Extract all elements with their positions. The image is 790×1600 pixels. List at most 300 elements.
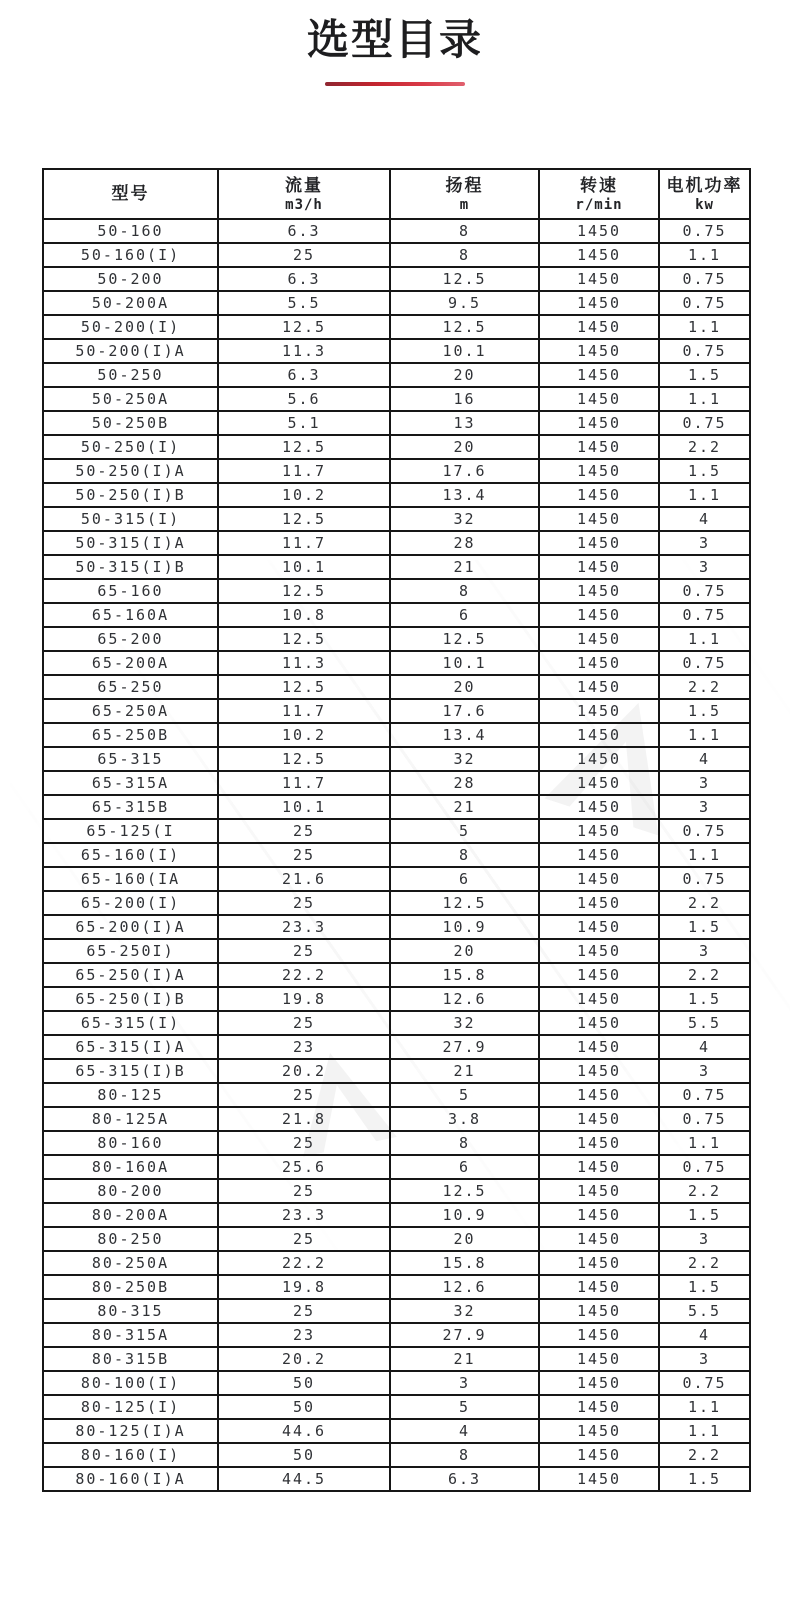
table-row bbox=[43, 291, 750, 315]
flow-cell: 11.7 bbox=[218, 459, 390, 483]
flow-cell: 6.3 bbox=[218, 363, 390, 387]
head-cell: 27.9 bbox=[390, 1035, 539, 1059]
head-cell: 9.5 bbox=[390, 291, 539, 315]
head-cell: 6 bbox=[390, 603, 539, 627]
power-cell: 4 bbox=[659, 1323, 750, 1347]
head-cell: 17.6 bbox=[390, 699, 539, 723]
table-row bbox=[43, 339, 750, 363]
power-cell: 1.1 bbox=[659, 723, 750, 747]
model-cell: 65-200(I) bbox=[43, 891, 218, 915]
power-cell: 0.75 bbox=[659, 579, 750, 603]
model-cell: 50-250B bbox=[43, 411, 218, 435]
table-row bbox=[43, 1251, 750, 1275]
model-cell: 80-315A bbox=[43, 1323, 218, 1347]
column-header-head bbox=[390, 169, 539, 219]
speed-cell: 1450 bbox=[539, 1275, 659, 1299]
speed-cell: 1450 bbox=[539, 363, 659, 387]
flow-cell: 12.5 bbox=[218, 675, 390, 699]
head-cell: 27.9 bbox=[390, 1323, 539, 1347]
speed-cell: 1450 bbox=[539, 867, 659, 891]
head-cell: 32 bbox=[390, 1299, 539, 1323]
model-cell: 80-160A bbox=[43, 1155, 218, 1179]
power-cell: 1.1 bbox=[659, 1395, 750, 1419]
speed-cell: 1450 bbox=[539, 219, 659, 243]
model-cell: 50-250(I)B bbox=[43, 483, 218, 507]
column-header-label: 扬程 bbox=[445, 176, 484, 196]
model-cell: 80-125(I)A bbox=[43, 1419, 218, 1443]
head-cell: 8 bbox=[390, 243, 539, 267]
model-cell: 65-250 bbox=[43, 675, 218, 699]
column-header-unit: kw bbox=[695, 196, 714, 213]
column-header-model bbox=[43, 169, 218, 219]
head-cell: 28 bbox=[390, 771, 539, 795]
flow-cell: 23.3 bbox=[218, 915, 390, 939]
head-cell: 12.6 bbox=[390, 1275, 539, 1299]
model-cell: 50-200 bbox=[43, 267, 218, 291]
table-row bbox=[43, 795, 750, 819]
head-cell: 32 bbox=[390, 747, 539, 771]
table-row bbox=[43, 1347, 750, 1371]
speed-cell: 1450 bbox=[539, 1299, 659, 1323]
head-cell: 10.9 bbox=[390, 1203, 539, 1227]
flow-cell: 23 bbox=[218, 1035, 390, 1059]
head-cell: 21 bbox=[390, 1347, 539, 1371]
flow-cell: 25 bbox=[218, 1227, 390, 1251]
power-cell: 1.1 bbox=[659, 243, 750, 267]
speed-cell: 1450 bbox=[539, 1395, 659, 1419]
speed-cell: 1450 bbox=[539, 531, 659, 555]
table-row bbox=[43, 411, 750, 435]
table-row bbox=[43, 1467, 750, 1491]
head-cell: 28 bbox=[390, 531, 539, 555]
head-cell: 17.6 bbox=[390, 459, 539, 483]
table-row bbox=[43, 267, 750, 291]
power-cell: 0.75 bbox=[659, 267, 750, 291]
selection-table bbox=[42, 168, 751, 1492]
power-cell: 1.5 bbox=[659, 987, 750, 1011]
table-row bbox=[43, 699, 750, 723]
model-cell: 80-160(I)A bbox=[43, 1467, 218, 1491]
power-cell: 0.75 bbox=[659, 411, 750, 435]
model-cell: 50-160(I) bbox=[43, 243, 218, 267]
flow-cell: 25 bbox=[218, 891, 390, 915]
flow-cell: 10.2 bbox=[218, 483, 390, 507]
speed-cell: 1450 bbox=[539, 1227, 659, 1251]
flow-cell: 50 bbox=[218, 1395, 390, 1419]
table-row bbox=[43, 315, 750, 339]
head-cell: 12.5 bbox=[390, 1179, 539, 1203]
head-cell: 3 bbox=[390, 1371, 539, 1395]
head-cell: 10.9 bbox=[390, 915, 539, 939]
model-cell: 50-315(I)A bbox=[43, 531, 218, 555]
table-row bbox=[43, 819, 750, 843]
column-header-motor-power bbox=[659, 169, 750, 219]
head-cell: 20 bbox=[390, 435, 539, 459]
table-row bbox=[43, 1179, 750, 1203]
table-row bbox=[43, 1227, 750, 1251]
table-row bbox=[43, 1443, 750, 1467]
table-row bbox=[43, 723, 750, 747]
column-header-unit: m bbox=[459, 196, 470, 213]
speed-cell: 1450 bbox=[539, 819, 659, 843]
model-cell: 50-250(I)A bbox=[43, 459, 218, 483]
model-cell: 65-315B bbox=[43, 795, 218, 819]
speed-cell: 1450 bbox=[539, 267, 659, 291]
flow-cell: 23 bbox=[218, 1323, 390, 1347]
head-cell: 10.1 bbox=[390, 651, 539, 675]
speed-cell: 1450 bbox=[539, 1131, 659, 1155]
table-row bbox=[43, 1083, 750, 1107]
head-cell: 8 bbox=[390, 579, 539, 603]
power-cell: 0.75 bbox=[659, 867, 750, 891]
speed-cell: 1450 bbox=[539, 339, 659, 363]
head-cell: 8 bbox=[390, 1131, 539, 1155]
head-cell: 6 bbox=[390, 1155, 539, 1179]
flow-cell: 44.6 bbox=[218, 1419, 390, 1443]
head-cell: 20 bbox=[390, 363, 539, 387]
speed-cell: 1450 bbox=[539, 1059, 659, 1083]
flow-cell: 10.8 bbox=[218, 603, 390, 627]
speed-cell: 1450 bbox=[539, 315, 659, 339]
column-header-flow bbox=[218, 169, 390, 219]
model-cell: 65-315(I)B bbox=[43, 1059, 218, 1083]
head-cell: 16 bbox=[390, 387, 539, 411]
speed-cell: 1450 bbox=[539, 459, 659, 483]
table-row bbox=[43, 459, 750, 483]
flow-cell: 21.8 bbox=[218, 1107, 390, 1131]
flow-cell: 22.2 bbox=[218, 963, 390, 987]
model-cell: 50-315(I)B bbox=[43, 555, 218, 579]
power-cell: 1.5 bbox=[659, 1467, 750, 1491]
flow-cell: 25 bbox=[218, 243, 390, 267]
flow-cell: 20.2 bbox=[218, 1059, 390, 1083]
power-cell: 0.75 bbox=[659, 1107, 750, 1131]
speed-cell: 1450 bbox=[539, 1467, 659, 1491]
model-cell: 50-200(I) bbox=[43, 315, 218, 339]
head-cell: 4 bbox=[390, 1419, 539, 1443]
table-row bbox=[43, 483, 750, 507]
flow-cell: 5.6 bbox=[218, 387, 390, 411]
flow-cell: 20.2 bbox=[218, 1347, 390, 1371]
table-row bbox=[43, 507, 750, 531]
selection-table-container bbox=[42, 168, 749, 1492]
model-cell: 80-125A bbox=[43, 1107, 218, 1131]
table-body bbox=[43, 219, 750, 1491]
speed-cell: 1450 bbox=[539, 987, 659, 1011]
speed-cell: 1450 bbox=[539, 1251, 659, 1275]
model-cell: 80-160 bbox=[43, 1131, 218, 1155]
power-cell: 0.75 bbox=[659, 291, 750, 315]
flow-cell: 23.3 bbox=[218, 1203, 390, 1227]
speed-cell: 1450 bbox=[539, 411, 659, 435]
model-cell: 65-160(I) bbox=[43, 843, 218, 867]
flow-cell: 6.3 bbox=[218, 219, 390, 243]
table-row bbox=[43, 891, 750, 915]
flow-cell: 25 bbox=[218, 1299, 390, 1323]
flow-cell: 10.1 bbox=[218, 555, 390, 579]
power-cell: 0.75 bbox=[659, 651, 750, 675]
table-row bbox=[43, 1371, 750, 1395]
speed-cell: 1450 bbox=[539, 435, 659, 459]
flow-cell: 21.6 bbox=[218, 867, 390, 891]
table-row bbox=[43, 771, 750, 795]
model-cell: 65-160 bbox=[43, 579, 218, 603]
power-cell: 2.2 bbox=[659, 1443, 750, 1467]
model-cell: 65-125(I bbox=[43, 819, 218, 843]
head-cell: 12.5 bbox=[390, 267, 539, 291]
model-cell: 65-200(I)A bbox=[43, 915, 218, 939]
head-cell: 8 bbox=[390, 219, 539, 243]
model-cell: 80-250A bbox=[43, 1251, 218, 1275]
power-cell: 1.5 bbox=[659, 1275, 750, 1299]
page-title: 选型目录 bbox=[306, 16, 483, 63]
power-cell: 1.1 bbox=[659, 843, 750, 867]
model-cell: 50-315(I) bbox=[43, 507, 218, 531]
speed-cell: 1450 bbox=[539, 771, 659, 795]
table-row bbox=[43, 1419, 750, 1443]
flow-cell: 5.1 bbox=[218, 411, 390, 435]
head-cell: 21 bbox=[390, 795, 539, 819]
model-cell: 65-160(IA bbox=[43, 867, 218, 891]
power-cell: 3 bbox=[659, 939, 750, 963]
flow-cell: 19.8 bbox=[218, 987, 390, 1011]
power-cell: 4 bbox=[659, 507, 750, 531]
speed-cell: 1450 bbox=[539, 1371, 659, 1395]
head-cell: 6 bbox=[390, 867, 539, 891]
power-cell: 3 bbox=[659, 1347, 750, 1371]
head-cell: 5 bbox=[390, 1083, 539, 1107]
table-row bbox=[43, 1107, 750, 1131]
title-divider bbox=[325, 82, 465, 86]
model-cell: 65-315A bbox=[43, 771, 218, 795]
table-row bbox=[43, 843, 750, 867]
speed-cell: 1450 bbox=[539, 1323, 659, 1347]
column-header-speed bbox=[539, 169, 659, 219]
speed-cell: 1450 bbox=[539, 1083, 659, 1107]
table-row bbox=[43, 531, 750, 555]
power-cell: 0.75 bbox=[659, 339, 750, 363]
power-cell: 3 bbox=[659, 771, 750, 795]
head-cell: 12.5 bbox=[390, 627, 539, 651]
speed-cell: 1450 bbox=[539, 555, 659, 579]
flow-cell: 25 bbox=[218, 819, 390, 843]
power-cell: 5.5 bbox=[659, 1011, 750, 1035]
power-cell: 1.5 bbox=[659, 459, 750, 483]
speed-cell: 1450 bbox=[539, 1419, 659, 1443]
model-cell: 50-250A bbox=[43, 387, 218, 411]
flow-cell: 44.5 bbox=[218, 1467, 390, 1491]
flow-cell: 25 bbox=[218, 843, 390, 867]
head-cell: 15.8 bbox=[390, 1251, 539, 1275]
flow-cell: 25 bbox=[218, 1083, 390, 1107]
flow-cell: 50 bbox=[218, 1443, 390, 1467]
power-cell: 3 bbox=[659, 1227, 750, 1251]
head-cell: 13.4 bbox=[390, 723, 539, 747]
speed-cell: 1450 bbox=[539, 1155, 659, 1179]
table-row bbox=[43, 387, 750, 411]
power-cell: 3 bbox=[659, 555, 750, 579]
head-cell: 5 bbox=[390, 1395, 539, 1419]
power-cell: 2.2 bbox=[659, 1179, 750, 1203]
model-cell: 80-125(I) bbox=[43, 1395, 218, 1419]
speed-cell: 1450 bbox=[539, 1107, 659, 1131]
model-cell: 65-315 bbox=[43, 747, 218, 771]
head-cell: 6.3 bbox=[390, 1467, 539, 1491]
power-cell: 0.75 bbox=[659, 603, 750, 627]
power-cell: 1.1 bbox=[659, 627, 750, 651]
flow-cell: 10.1 bbox=[218, 795, 390, 819]
flow-cell: 10.2 bbox=[218, 723, 390, 747]
head-cell: 13.4 bbox=[390, 483, 539, 507]
head-cell: 3.8 bbox=[390, 1107, 539, 1131]
power-cell: 2.2 bbox=[659, 891, 750, 915]
speed-cell: 1450 bbox=[539, 675, 659, 699]
flow-cell: 12.5 bbox=[218, 507, 390, 531]
column-header-label: 型号 bbox=[111, 184, 150, 204]
column-header-unit: r/min bbox=[575, 196, 623, 213]
model-cell: 65-250(I)A bbox=[43, 963, 218, 987]
head-cell: 32 bbox=[390, 1011, 539, 1035]
column-header-label: 流量 bbox=[285, 176, 323, 196]
head-cell: 32 bbox=[390, 507, 539, 531]
table-row bbox=[43, 1155, 750, 1179]
column-header-label: 转速 bbox=[580, 176, 618, 196]
table-row bbox=[43, 939, 750, 963]
flow-cell: 25 bbox=[218, 939, 390, 963]
head-cell: 20 bbox=[390, 1227, 539, 1251]
power-cell: 3 bbox=[659, 795, 750, 819]
speed-cell: 1450 bbox=[539, 1443, 659, 1467]
power-cell: 1.1 bbox=[659, 1419, 750, 1443]
model-cell: 80-125 bbox=[43, 1083, 218, 1107]
model-cell: 80-315B bbox=[43, 1347, 218, 1371]
flow-cell: 25 bbox=[218, 1131, 390, 1155]
table-header-row bbox=[43, 169, 750, 219]
power-cell: 5.5 bbox=[659, 1299, 750, 1323]
table-row bbox=[43, 987, 750, 1011]
speed-cell: 1450 bbox=[539, 1179, 659, 1203]
speed-cell: 1450 bbox=[539, 603, 659, 627]
speed-cell: 1450 bbox=[539, 723, 659, 747]
head-cell: 12.6 bbox=[390, 987, 539, 1011]
power-cell: 2.2 bbox=[659, 1251, 750, 1275]
power-cell: 0.75 bbox=[659, 1155, 750, 1179]
power-cell: 1.1 bbox=[659, 387, 750, 411]
power-cell: 1.1 bbox=[659, 483, 750, 507]
table-row bbox=[43, 627, 750, 651]
model-cell: 65-250A bbox=[43, 699, 218, 723]
speed-cell: 1450 bbox=[539, 651, 659, 675]
speed-cell: 1450 bbox=[539, 699, 659, 723]
power-cell: 0.75 bbox=[659, 1371, 750, 1395]
head-cell: 12.5 bbox=[390, 891, 539, 915]
head-cell: 20 bbox=[390, 675, 539, 699]
power-cell: 1.5 bbox=[659, 915, 750, 939]
model-cell: 65-160A bbox=[43, 603, 218, 627]
power-cell: 1.1 bbox=[659, 1131, 750, 1155]
model-cell: 80-100(I) bbox=[43, 1371, 218, 1395]
speed-cell: 1450 bbox=[539, 915, 659, 939]
power-cell: 2.2 bbox=[659, 675, 750, 699]
model-cell: 50-200(I)A bbox=[43, 339, 218, 363]
power-cell: 1.5 bbox=[659, 1203, 750, 1227]
table-row bbox=[43, 1011, 750, 1035]
flow-cell: 11.7 bbox=[218, 531, 390, 555]
table-row bbox=[43, 915, 750, 939]
table-row bbox=[43, 1395, 750, 1419]
flow-cell: 22.2 bbox=[218, 1251, 390, 1275]
table-row bbox=[43, 219, 750, 243]
flow-cell: 12.5 bbox=[218, 747, 390, 771]
model-cell: 80-315 bbox=[43, 1299, 218, 1323]
table-row bbox=[43, 1299, 750, 1323]
table-row bbox=[43, 675, 750, 699]
flow-cell: 11.7 bbox=[218, 771, 390, 795]
power-cell: 3 bbox=[659, 1059, 750, 1083]
column-header-unit: m3/h bbox=[285, 196, 323, 213]
flow-cell: 50 bbox=[218, 1371, 390, 1395]
table-row bbox=[43, 1275, 750, 1299]
speed-cell: 1450 bbox=[539, 387, 659, 411]
flow-cell: 25 bbox=[218, 1179, 390, 1203]
speed-cell: 1450 bbox=[539, 891, 659, 915]
power-cell: 0.75 bbox=[659, 819, 750, 843]
speed-cell: 1450 bbox=[539, 939, 659, 963]
table-row bbox=[43, 555, 750, 579]
power-cell: 1.5 bbox=[659, 363, 750, 387]
model-cell: 80-200 bbox=[43, 1179, 218, 1203]
head-cell: 21 bbox=[390, 555, 539, 579]
power-cell: 4 bbox=[659, 747, 750, 771]
power-cell: 3 bbox=[659, 531, 750, 555]
flow-cell: 12.5 bbox=[218, 435, 390, 459]
table-row bbox=[43, 1323, 750, 1347]
model-cell: 65-315(I) bbox=[43, 1011, 218, 1035]
flow-cell: 19.8 bbox=[218, 1275, 390, 1299]
power-cell: 1.5 bbox=[659, 699, 750, 723]
table-row bbox=[43, 243, 750, 267]
model-cell: 80-160(I) bbox=[43, 1443, 218, 1467]
head-cell: 8 bbox=[390, 1443, 539, 1467]
speed-cell: 1450 bbox=[539, 963, 659, 987]
head-cell: 12.5 bbox=[390, 315, 539, 339]
table-row bbox=[43, 1059, 750, 1083]
head-cell: 10.1 bbox=[390, 339, 539, 363]
model-cell: 65-250I) bbox=[43, 939, 218, 963]
flow-cell: 25 bbox=[218, 1011, 390, 1035]
table-row bbox=[43, 603, 750, 627]
flow-cell: 11.3 bbox=[218, 339, 390, 363]
power-cell: 1.1 bbox=[659, 315, 750, 339]
table-row bbox=[43, 579, 750, 603]
flow-cell: 11.3 bbox=[218, 651, 390, 675]
head-cell: 21 bbox=[390, 1059, 539, 1083]
model-cell: 65-315(I)A bbox=[43, 1035, 218, 1059]
speed-cell: 1450 bbox=[539, 747, 659, 771]
table-row bbox=[43, 651, 750, 675]
model-cell: 50-250 bbox=[43, 363, 218, 387]
table-row bbox=[43, 867, 750, 891]
table-row bbox=[43, 963, 750, 987]
flow-cell: 12.5 bbox=[218, 315, 390, 339]
head-cell: 5 bbox=[390, 819, 539, 843]
power-cell: 0.75 bbox=[659, 219, 750, 243]
head-cell: 13 bbox=[390, 411, 539, 435]
power-cell: 0.75 bbox=[659, 1083, 750, 1107]
head-cell: 8 bbox=[390, 843, 539, 867]
column-header-label: 电机功率 bbox=[666, 176, 743, 196]
table-row bbox=[43, 363, 750, 387]
